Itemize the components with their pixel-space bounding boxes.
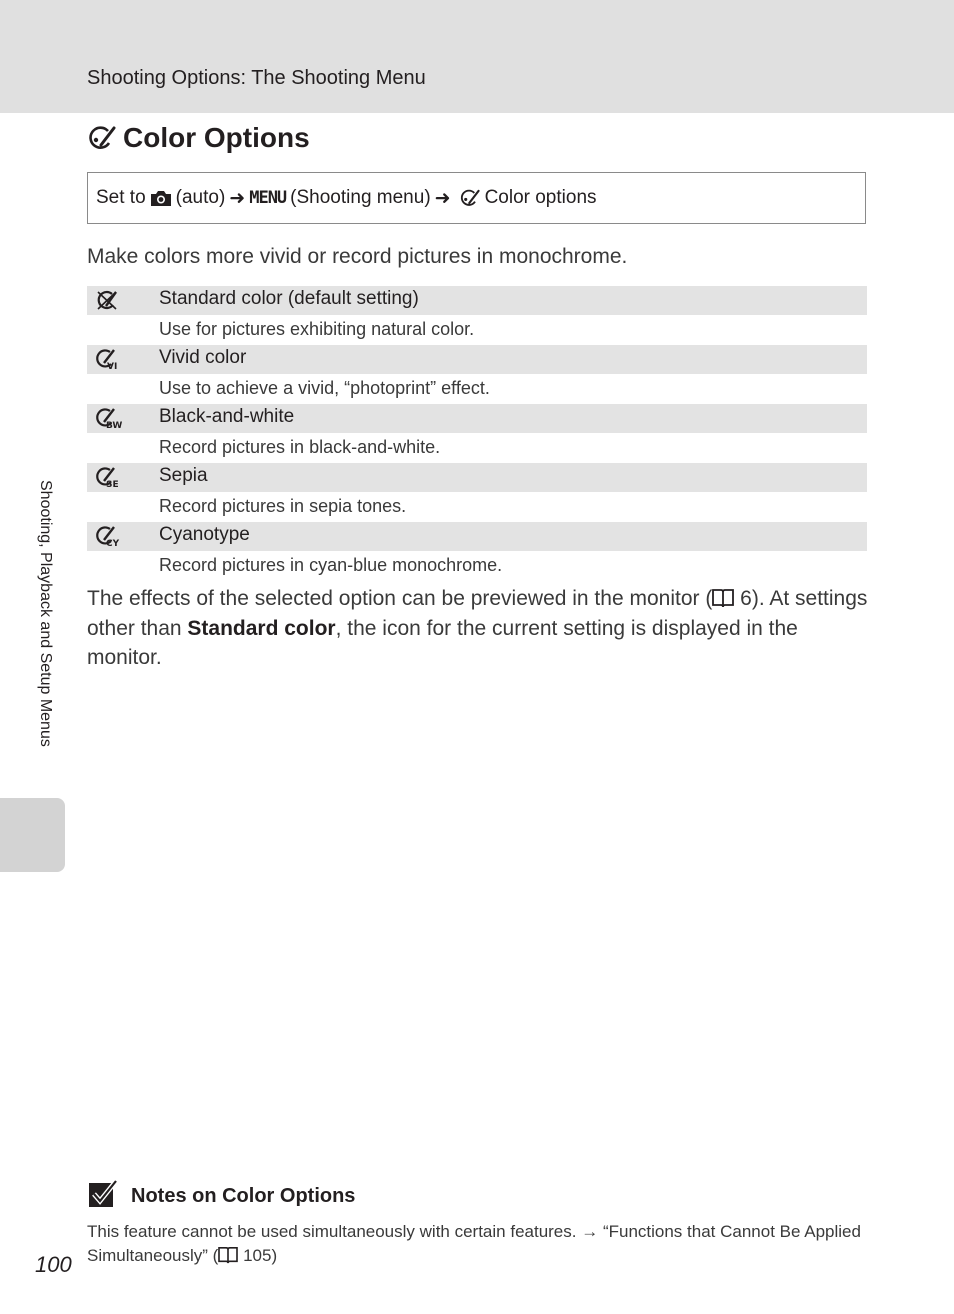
- option-desc: Record pictures in black-and-white.: [159, 437, 441, 457]
- option-desc: Use to achieve a vivid, “photoprint” effect.: [159, 378, 490, 398]
- menu-path-box: [87, 172, 866, 224]
- option-row-vivid: [87, 345, 867, 374]
- body-text: ). At settings other than: [87, 587, 868, 640]
- arrow-right-icon: ➜: [434, 187, 451, 209]
- option-desc: Use for pictures exhibiting natural color.: [159, 319, 475, 339]
- path-menu-label: MENU: [249, 188, 287, 208]
- body-text: The effects of the selected option can be previewed in the monitor (: [87, 587, 713, 610]
- body-text: , the icon for the current setting is displayed in the monitor.: [87, 616, 798, 669]
- header-band: [0, 0, 954, 113]
- book-reference-icon: [218, 1246, 238, 1264]
- option-row-sepia: [87, 463, 867, 492]
- page-reference[interactable]: 105: [243, 1246, 272, 1265]
- book-reference-icon: [712, 588, 734, 608]
- color-options-icon: [459, 188, 481, 208]
- page-reference[interactable]: 6: [740, 587, 752, 610]
- path-color-options: Color options: [484, 187, 597, 208]
- camera-auto-icon: [150, 189, 172, 207]
- option-desc: Record pictures in cyan-blue monochrome.: [159, 555, 503, 575]
- option-name: Cyanotype: [159, 524, 250, 545]
- side-tab: [0, 798, 65, 872]
- options-list: [87, 286, 867, 581]
- option-desc: Record pictures in sepia tones.: [159, 496, 407, 516]
- side-section-label: Shooting, Playback and Setup Menus: [37, 480, 54, 747]
- notes-text: “Functions that Cannot Be Applied Simultaneously” (: [87, 1222, 861, 1265]
- standard-color-icon: [95, 289, 119, 311]
- option-desc-row: [87, 374, 867, 404]
- option-row-cyanotype: [87, 522, 867, 551]
- option-name: Vivid color: [159, 347, 247, 368]
- option-name: Sepia: [159, 465, 208, 486]
- option-desc-row: [87, 551, 867, 581]
- notes-text: ): [271, 1246, 278, 1265]
- color-options-icon: [87, 124, 117, 152]
- notes-body: [87, 1220, 867, 1268]
- path-auto: (auto): [175, 187, 226, 208]
- checkmark-note-icon: [88, 1179, 118, 1209]
- page-title-text: Color Options: [123, 122, 310, 153]
- page-title: [87, 122, 310, 154]
- notes-text: This feature cannot be used simultaneously with certain features.: [87, 1222, 582, 1241]
- black-and-white-icon: [95, 407, 123, 431]
- notes-title: Notes on Color Options: [131, 1185, 356, 1207]
- icon-sub-text: SE: [106, 480, 119, 490]
- intro-text: Make colors more vivid or record pictures in monochrome.: [87, 245, 628, 268]
- option-row-black-and-white: [87, 404, 867, 433]
- vivid-color-icon: [95, 348, 119, 370]
- path-shooting-menu: (Shooting menu): [290, 187, 431, 208]
- icon-sub-text: CY: [106, 539, 120, 549]
- icon-sub-text: VI: [107, 362, 118, 372]
- cyanotype-icon: [95, 525, 119, 547]
- sepia-icon: [95, 466, 119, 488]
- path-set-to: Set to: [96, 187, 146, 208]
- section-header: Shooting Options: The Shooting Menu: [87, 67, 426, 89]
- option-name: Standard color (default setting): [159, 288, 419, 309]
- body-paragraph: [87, 584, 877, 673]
- icon-sub-text: BW: [106, 421, 123, 431]
- arrow-right-icon: ➜: [229, 187, 246, 209]
- page-number: 100: [35, 1252, 72, 1277]
- option-row-standard: [87, 286, 867, 315]
- body-bold-text: Standard color: [187, 616, 336, 640]
- arrow-icon: →: [581, 1222, 599, 1241]
- option-name: Black-and-white: [159, 406, 295, 427]
- option-desc-row: [87, 492, 867, 522]
- option-desc-row: [87, 433, 867, 463]
- option-desc-row: [87, 315, 867, 345]
